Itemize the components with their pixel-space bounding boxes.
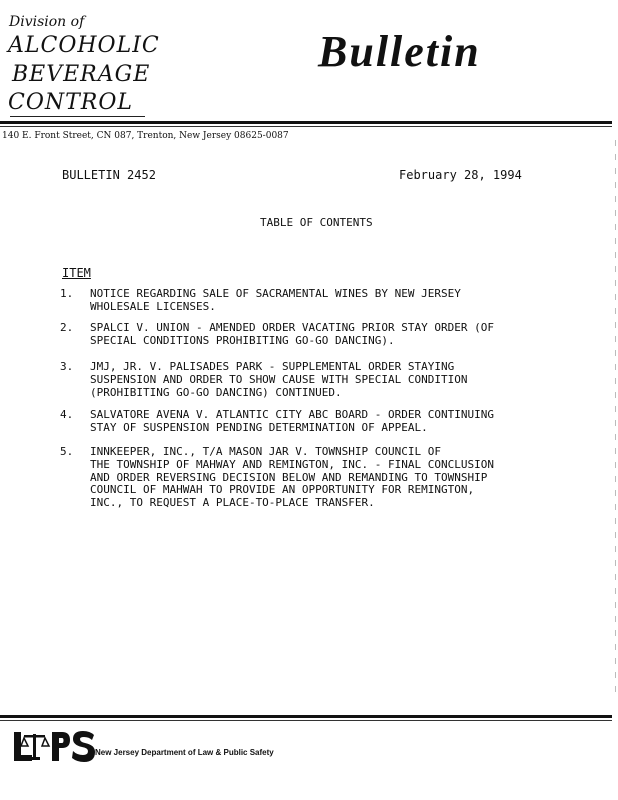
lps-logo-icon <box>12 728 98 764</box>
toc-item-text: SALVATORE AVENA V. ATLANTIC CITY ABC BOARD - ORDER CONTINUING STAY OF SUSPENSION PENDING DETERMINATION OF APPEAL. <box>90 408 494 434</box>
toc-item-text: SPALCI V. UNION - AMENDED ORDER VACATING PRIOR STAY ORDER (OF SPECIAL CONDITIONS PROHIBITING GO-GO DANCING). <box>90 321 494 347</box>
agency-name-line-2: BEVERAGE <box>12 62 151 87</box>
toc-item-text: INNKEEPER, INC., T/A MASON JAR V. TOWNSHIP COUNCIL OF THE TOWNSHIP OF MAHWAY AND REMINGTON, INC. - FINAL CONCLUSION AND ORDER REVERSING DECISION BELOW AND REMANDING TO TOWNSHIP COUNCIL OF MAHWAH TO PROVIDE AN OPPORTUNITY FOR REMINGTON, INC., TO REQUEST A PLACE-TO-PLACE TRANSFER. <box>90 445 494 510</box>
scan-edge-artifact <box>615 140 616 700</box>
header-rule <box>0 121 612 124</box>
bulletin-date: February 28, 1994 <box>399 168 522 182</box>
toc-item-text: NOTICE REGARDING SALE OF SACRAMENTAL WINES BY NEW JERSEY WHOLESALE LICENSES. <box>90 287 461 313</box>
bulletin-number: BULLETIN 2452 <box>62 168 156 182</box>
toc-item-number: 5. <box>60 445 74 458</box>
toc-item-text: JMJ, JR. V. PALISADES PARK - SUPPLEMENTAL ORDER STAYING SUSPENSION AND ORDER TO SHOW CAUSE WITH SPECIAL CONDITION (PROHIBITING GO-GO DANCING) CONTINUED. <box>90 360 468 399</box>
item-column-heading: ITEM <box>62 266 91 280</box>
agency-underline <box>10 116 145 117</box>
toc-heading: TABLE OF CONTENTS <box>260 216 373 229</box>
agency-name-line-1: ALCOHOLIC <box>8 33 160 58</box>
division-label: Division of <box>9 14 85 30</box>
address-line: 140 E. Front Street, CN 087, Trenton, New Jersey 08625-0087 <box>2 131 289 141</box>
toc-item-number: 3. <box>60 360 74 373</box>
toc-item-number: 4. <box>60 408 74 421</box>
bulletin-title: Bulletin <box>318 27 481 76</box>
agency-name-line-3: CONTROL <box>8 90 134 115</box>
footer-rule-thin <box>0 720 612 721</box>
department-name: New Jersey Department of Law & Public Safety <box>95 748 274 757</box>
footer-rule <box>0 715 612 718</box>
toc-item-number: 1. <box>60 287 74 300</box>
toc-item-number: 2. <box>60 321 74 334</box>
header-rule-thin <box>0 126 612 127</box>
